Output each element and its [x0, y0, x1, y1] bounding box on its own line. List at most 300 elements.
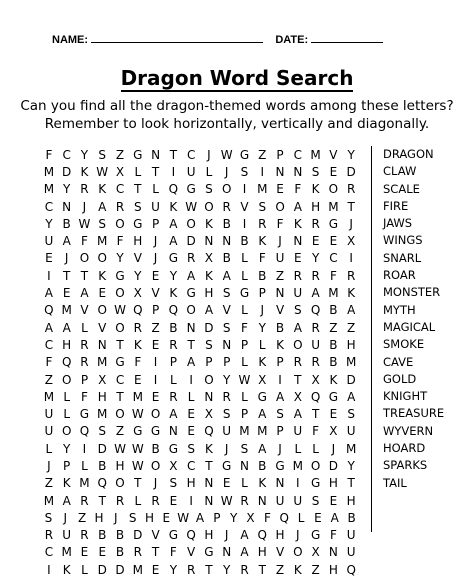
grid-letter[interactable]: Y	[223, 562, 231, 577]
grid-letter[interactable]: J	[64, 251, 69, 266]
grid-letter[interactable]: S	[240, 441, 249, 456]
grid-letter[interactable]: B	[169, 320, 178, 335]
grid-letter[interactable]: J	[82, 199, 87, 214]
grid-letter[interactable]: I	[189, 372, 193, 387]
grid-letter[interactable]: F	[276, 216, 284, 231]
grid-letter[interactable]: S	[169, 476, 178, 491]
grid-letter[interactable]: I	[349, 251, 353, 266]
grid-letter[interactable]: A	[258, 407, 267, 422]
grid-letter[interactable]: L	[258, 337, 266, 352]
grid-letter[interactable]: G	[133, 216, 143, 231]
grid-letter[interactable]: K	[347, 286, 356, 301]
grid-letter[interactable]: N	[204, 476, 214, 491]
grid-letter[interactable]: R	[151, 493, 160, 508]
grid-letter[interactable]: K	[133, 337, 142, 352]
grid-letter[interactable]: Q	[257, 528, 267, 543]
grid-letter[interactable]: E	[151, 389, 160, 404]
grid-letter[interactable]: E	[62, 286, 71, 301]
grid-letter[interactable]: H	[144, 510, 154, 525]
grid-letter[interactable]: T	[134, 476, 142, 491]
grid-letter[interactable]: R	[169, 337, 178, 352]
grid-letter[interactable]: B	[98, 528, 107, 543]
grid-letter[interactable]: I	[242, 216, 247, 231]
grid-letter[interactable]: C	[44, 545, 54, 560]
grid-letter[interactable]: N	[239, 458, 249, 473]
grid-letter[interactable]: M	[257, 424, 268, 439]
grid-letter[interactable]: N	[275, 476, 285, 491]
grid-letter[interactable]: Y	[116, 251, 124, 266]
grid-letter[interactable]: W	[220, 147, 233, 162]
grid-letter[interactable]: M	[61, 545, 72, 560]
grid-letter[interactable]: G	[222, 458, 232, 473]
grid-letter[interactable]: H	[204, 286, 214, 301]
grid-letter[interactable]: Z	[115, 424, 125, 439]
grid-letter[interactable]: O	[97, 303, 107, 318]
grid-letter[interactable]: S	[311, 164, 320, 179]
grid-letter[interactable]: A	[169, 234, 178, 249]
grid-letter[interactable]: G	[204, 545, 214, 560]
grid-letter[interactable]: N	[168, 424, 178, 439]
grid-letter[interactable]: U	[44, 424, 54, 439]
grid-letter[interactable]: I	[153, 355, 158, 370]
grid-letter[interactable]: H	[115, 458, 125, 473]
grid-letter[interactable]: N	[293, 164, 303, 179]
grid-letter[interactable]: Y	[63, 441, 71, 456]
grid-letter[interactable]: M	[345, 355, 357, 370]
grid-letter[interactable]: U	[275, 251, 285, 266]
grid-letter[interactable]: Q	[346, 562, 356, 577]
grid-letter[interactable]: E	[98, 286, 107, 301]
grid-letter[interactable]: D	[186, 234, 196, 249]
grid-letter[interactable]: K	[169, 199, 178, 214]
grid-letter[interactable]: D	[346, 372, 356, 387]
grid-letter[interactable]: U	[186, 164, 196, 179]
grid-letter[interactable]: A	[169, 407, 178, 422]
grid-letter[interactable]: R	[311, 268, 320, 283]
grid-letter[interactable]: U	[44, 407, 54, 422]
grid-letter[interactable]: A	[240, 528, 249, 543]
grid-letter[interactable]: S	[98, 147, 107, 162]
grid-letter[interactable]: V	[80, 303, 89, 318]
grid-letter[interactable]: F	[45, 147, 53, 162]
grid-letter[interactable]: G	[186, 286, 196, 301]
grid-letter[interactable]: L	[241, 476, 248, 491]
grid-letter[interactable]: O	[97, 251, 107, 266]
grid-letter[interactable]: B	[222, 251, 231, 266]
grid-letter[interactable]: G	[257, 389, 267, 404]
grid-letter[interactable]: E	[311, 234, 320, 249]
grid-letter[interactable]: H	[94, 510, 104, 525]
grid-letter[interactable]: A	[293, 199, 302, 214]
grid-letter[interactable]: A	[62, 320, 71, 335]
grid-letter[interactable]: E	[134, 372, 142, 387]
grid-letter[interactable]: R	[347, 182, 356, 197]
grid-letter[interactable]: E	[45, 251, 53, 266]
grid-letter[interactable]: E	[329, 234, 338, 249]
grid-letter[interactable]: U	[293, 286, 303, 301]
grid-letter[interactable]: F	[81, 234, 88, 249]
grid-letter[interactable]: A	[44, 320, 53, 335]
grid-letter[interactable]: T	[98, 493, 106, 508]
grid-letter[interactable]: Q	[61, 355, 72, 370]
grid-letter[interactable]: L	[45, 441, 53, 456]
grid-letter[interactable]: J	[349, 216, 353, 231]
grid-letter[interactable]: Q	[204, 424, 214, 439]
grid-letter[interactable]: T	[205, 458, 213, 473]
grid-letter[interactable]: J	[153, 251, 158, 266]
grid-letter[interactable]: W	[96, 164, 109, 179]
grid-letter[interactable]: H	[311, 199, 321, 214]
grid-letter[interactable]: K	[293, 562, 302, 577]
grid-letter[interactable]: E	[222, 476, 231, 491]
grid-letter[interactable]: Y	[258, 320, 266, 335]
grid-letter[interactable]: A	[311, 286, 320, 301]
grid-letter[interactable]: J	[278, 441, 282, 456]
grid-letter[interactable]: H	[97, 389, 107, 404]
grid-letter[interactable]: B	[329, 355, 338, 370]
grid-letter[interactable]: G	[168, 528, 179, 543]
grid-letter[interactable]: P	[151, 303, 160, 318]
grid-letter[interactable]: A	[204, 303, 214, 318]
grid-letter[interactable]: N	[151, 147, 161, 162]
grid-letter[interactable]: X	[293, 389, 302, 404]
grid-letter[interactable]: U	[293, 493, 303, 508]
grid-letter[interactable]: E	[151, 337, 160, 352]
grid-letter[interactable]: R	[222, 199, 231, 214]
grid-letter[interactable]: J	[331, 441, 336, 456]
grid-letter[interactable]: Q	[44, 303, 54, 318]
grid-letter[interactable]: W	[78, 216, 91, 231]
grid-letter[interactable]: R	[186, 251, 196, 266]
grid-letter[interactable]: K	[258, 476, 267, 491]
grid-letter[interactable]: R	[240, 493, 249, 508]
grid-letter[interactable]: V	[275, 545, 285, 560]
grid-letter[interactable]: A	[98, 199, 107, 214]
grid-letter[interactable]: P	[213, 510, 221, 525]
grid-letter[interactable]: X	[204, 251, 214, 266]
grid-letter[interactable]: R	[80, 355, 89, 370]
grid-letter[interactable]: E	[80, 545, 89, 560]
grid-letter[interactable]: K	[329, 372, 338, 387]
grid-letter[interactable]: L	[134, 493, 142, 508]
grid-letter[interactable]: S	[222, 286, 231, 301]
grid-letter[interactable]: E	[276, 182, 284, 197]
grid-letter[interactable]: L	[63, 389, 71, 404]
grid-letter[interactable]: E	[169, 493, 178, 508]
grid-letter[interactable]: P	[240, 337, 249, 352]
grid-letter[interactable]: D	[204, 320, 214, 335]
grid-letter[interactable]: D	[133, 528, 143, 543]
grid-letter[interactable]: U	[346, 528, 356, 543]
grid-letter[interactable]: Z	[311, 562, 320, 577]
grid-letter[interactable]: B	[347, 510, 356, 525]
grid-letter[interactable]: A	[222, 268, 231, 283]
grid-letter[interactable]: N	[186, 320, 196, 335]
grid-letter[interactable]: J	[278, 234, 282, 249]
grid-letter[interactable]: R	[80, 337, 89, 352]
grid-letter[interactable]: T	[347, 476, 355, 491]
grid-letter[interactable]: R	[44, 528, 54, 543]
grid-letter[interactable]: R	[311, 320, 320, 335]
grid-letter[interactable]: E	[151, 562, 160, 577]
grid-letter[interactable]: S	[276, 407, 284, 422]
grid-letter[interactable]: V	[275, 303, 285, 318]
grid-letter[interactable]: K	[204, 268, 213, 283]
grid-letter[interactable]: Z	[275, 268, 285, 283]
grid-letter[interactable]: L	[81, 320, 88, 335]
grid-letter[interactable]: S	[347, 407, 355, 422]
grid-letter[interactable]: O	[204, 372, 214, 387]
grid-letter[interactable]: I	[153, 372, 158, 387]
grid-letter[interactable]: R	[293, 355, 302, 370]
grid-letter[interactable]: R	[186, 562, 196, 577]
grid-letter[interactable]: I	[278, 372, 282, 387]
grid-letter[interactable]: I	[171, 164, 176, 179]
grid-letter[interactable]: V	[151, 528, 160, 543]
grid-letter[interactable]: J	[47, 458, 51, 473]
grid-letter[interactable]: Y	[169, 562, 178, 577]
grid-letter[interactable]: H	[204, 528, 214, 543]
grid-letter[interactable]: L	[63, 407, 71, 422]
grid-letter[interactable]: F	[81, 389, 88, 404]
grid-letter[interactable]: B	[151, 441, 160, 456]
grid-letter[interactable]: Y	[45, 216, 53, 231]
grid-letter[interactable]: R	[293, 268, 302, 283]
grid-letter[interactable]: F	[312, 424, 320, 439]
grid-letter[interactable]: T	[311, 407, 320, 422]
grid-letter[interactable]: E	[187, 407, 195, 422]
grid-letter[interactable]: Y	[223, 372, 231, 387]
grid-letter[interactable]: V	[240, 199, 249, 214]
grid-letter[interactable]: R	[311, 355, 320, 370]
grid-letter[interactable]: A	[347, 303, 356, 318]
grid-letter[interactable]: Y	[311, 251, 320, 266]
grid-letter[interactable]: L	[241, 355, 248, 370]
grid-letter[interactable]: D	[62, 164, 72, 179]
grid-letter[interactable]: Y	[80, 147, 89, 162]
grid-letter[interactable]: A	[187, 355, 196, 370]
grid-letter[interactable]: W	[131, 458, 144, 473]
grid-letter[interactable]: L	[170, 372, 177, 387]
grid-letter[interactable]: R	[115, 199, 125, 214]
grid-letter[interactable]: K	[98, 182, 107, 197]
grid-letter[interactable]: P	[205, 355, 213, 370]
grid-letter[interactable]: M	[292, 458, 303, 473]
grid-letter[interactable]: N	[222, 545, 232, 560]
grid-letter[interactable]: C	[186, 458, 196, 473]
grid-letter[interactable]: P	[258, 286, 266, 301]
date-blank[interactable]	[311, 32, 383, 43]
grid-letter[interactable]: M	[239, 424, 250, 439]
grid-letter[interactable]: G	[133, 424, 143, 439]
grid-letter[interactable]: S	[205, 337, 213, 352]
grid-letter[interactable]: W	[114, 441, 126, 456]
grid-letter[interactable]: T	[187, 337, 195, 352]
grid-letter[interactable]: U	[44, 234, 54, 249]
grid-letter[interactable]: Y	[134, 268, 142, 283]
grid-letter[interactable]: K	[169, 286, 178, 301]
grid-letter[interactable]: H	[133, 234, 143, 249]
grid-letter[interactable]: B	[98, 458, 107, 473]
grid-letter[interactable]: J	[114, 510, 118, 525]
grid-letter[interactable]: A	[62, 234, 71, 249]
grid-letter[interactable]: K	[311, 182, 320, 197]
grid-letter[interactable]: A	[240, 545, 249, 560]
grid-letter[interactable]: A	[293, 320, 302, 335]
grid-letter[interactable]: Y	[63, 182, 71, 197]
grid-letter[interactable]: P	[240, 407, 249, 422]
grid-letter[interactable]: I	[242, 182, 247, 197]
grid-letter[interactable]: W	[177, 510, 190, 525]
grid-letter[interactable]: U	[346, 424, 356, 439]
grid-letter[interactable]: H	[328, 562, 338, 577]
grid-letter[interactable]: G	[239, 286, 250, 301]
grid-letter[interactable]: Q	[186, 528, 196, 543]
grid-letter[interactable]: K	[204, 441, 213, 456]
grid-letter[interactable]: O	[115, 216, 125, 231]
grid-letter[interactable]: Z	[77, 510, 87, 525]
grid-letter[interactable]: L	[81, 458, 88, 473]
grid-letter[interactable]: J	[153, 234, 158, 249]
grid-letter[interactable]: M	[79, 476, 90, 491]
grid-letter[interactable]: M	[328, 286, 339, 301]
grid-letter[interactable]: C	[186, 147, 196, 162]
grid-letter[interactable]: C	[115, 372, 125, 387]
grid-letter[interactable]: A	[293, 407, 302, 422]
grid-letter[interactable]: N	[275, 286, 285, 301]
grid-letter[interactable]: L	[241, 303, 248, 318]
grid-letter[interactable]: G	[186, 182, 196, 197]
grid-letter[interactable]: V	[187, 545, 196, 560]
grid-letter[interactable]: K	[276, 337, 284, 352]
grid-letter[interactable]: B	[258, 458, 267, 473]
grid-letter[interactable]: A	[275, 389, 285, 404]
grid-letter[interactable]: N	[257, 493, 267, 508]
grid-letter[interactable]: K	[258, 355, 267, 370]
grid-letter[interactable]: B	[329, 337, 338, 352]
grid-letter[interactable]: A	[330, 510, 339, 525]
grid-letter[interactable]: K	[258, 234, 267, 249]
grid-letter[interactable]: O	[186, 216, 196, 231]
grid-letter[interactable]: F	[258, 251, 266, 266]
grid-letter[interactable]: T	[258, 562, 266, 577]
grid-letter[interactable]: G	[239, 147, 250, 162]
grid-letter[interactable]: P	[223, 355, 231, 370]
grid-letter[interactable]: T	[151, 164, 160, 179]
grid-letter[interactable]: V	[222, 303, 231, 318]
grid-letter[interactable]: U	[62, 528, 72, 543]
grid-letter[interactable]: O	[79, 251, 90, 266]
grid-letter[interactable]: R	[80, 182, 89, 197]
grid-letter[interactable]: S	[98, 424, 107, 439]
grid-letter[interactable]: Q	[168, 182, 179, 197]
grid-letter[interactable]: I	[189, 493, 193, 508]
grid-letter[interactable]: M	[132, 389, 143, 404]
grid-letter[interactable]: M	[97, 355, 108, 370]
grid-letter[interactable]: S	[128, 510, 137, 525]
grid-letter[interactable]: O	[310, 458, 321, 473]
grid-letter[interactable]: G	[310, 476, 321, 491]
grid-letter[interactable]: O	[150, 407, 161, 422]
grid-letter[interactable]: S	[222, 320, 231, 335]
grid-letter[interactable]: T	[134, 182, 142, 197]
grid-letter[interactable]: G	[168, 251, 179, 266]
grid-letter[interactable]: O	[293, 337, 303, 352]
grid-letter[interactable]: U	[311, 337, 320, 352]
grid-letter[interactable]: W	[131, 407, 144, 422]
grid-letter[interactable]: W	[131, 441, 144, 456]
grid-letter[interactable]: U	[346, 545, 356, 560]
grid-letter[interactable]: M	[310, 147, 321, 162]
grid-letter[interactable]: T	[347, 199, 355, 214]
grid-letter[interactable]: L	[134, 164, 142, 179]
grid-letter[interactable]: X	[133, 286, 142, 301]
grid-letter[interactable]: T	[63, 268, 71, 283]
grid-letter[interactable]: H	[62, 337, 72, 352]
grid-letter[interactable]: N	[275, 164, 285, 179]
grid-letter[interactable]: G	[115, 268, 125, 283]
grid-letter[interactable]: K	[204, 216, 213, 231]
grid-letter[interactable]: H	[346, 337, 356, 352]
grid-letter[interactable]: M	[345, 441, 357, 456]
grid-letter[interactable]: K	[98, 268, 107, 283]
grid-letter[interactable]: T	[205, 562, 213, 577]
grid-letter[interactable]: H	[275, 528, 285, 543]
grid-letter[interactable]: R	[240, 562, 249, 577]
grid-letter[interactable]: V	[133, 251, 142, 266]
grid-letter[interactable]: E	[329, 493, 338, 508]
grid-letter[interactable]: E	[314, 510, 322, 525]
grid-letter[interactable]: O	[186, 303, 196, 318]
grid-letter[interactable]: J	[260, 303, 265, 318]
grid-letter[interactable]: Q	[79, 424, 90, 439]
grid-letter[interactable]: O	[115, 407, 125, 422]
grid-letter[interactable]: X	[115, 164, 125, 179]
grid-letter[interactable]: Z	[44, 372, 53, 387]
grid-letter[interactable]: S	[311, 493, 320, 508]
grid-letter[interactable]: E	[187, 424, 195, 439]
grid-letter[interactable]: C	[293, 147, 303, 162]
grid-letter[interactable]: E	[162, 510, 171, 525]
grid-letter[interactable]: J	[63, 510, 68, 525]
grid-letter[interactable]: X	[169, 458, 178, 473]
grid-letter[interactable]: N	[222, 337, 232, 352]
grid-letter[interactable]: Q	[133, 303, 143, 318]
grid-letter[interactable]: J	[296, 528, 300, 543]
grid-letter[interactable]: L	[294, 441, 302, 456]
grid-letter[interactable]: L	[241, 251, 248, 266]
grid-letter[interactable]: O	[61, 424, 72, 439]
grid-letter[interactable]: S	[222, 407, 231, 422]
grid-letter[interactable]: W	[238, 372, 251, 387]
grid-letter[interactable]: P	[276, 424, 284, 439]
grid-letter[interactable]: F	[329, 528, 337, 543]
grid-letter[interactable]: V	[98, 320, 107, 335]
grid-letter[interactable]: Z	[44, 476, 53, 491]
grid-letter[interactable]: T	[116, 389, 124, 404]
grid-letter[interactable]: M	[328, 199, 339, 214]
grid-letter[interactable]: H	[186, 476, 196, 491]
grid-letter[interactable]: T	[294, 372, 302, 387]
grid-letter[interactable]: X	[258, 372, 267, 387]
grid-letter[interactable]: J	[153, 476, 158, 491]
grid-letter[interactable]: S	[294, 303, 302, 318]
grid-letter[interactable]: P	[169, 355, 177, 370]
grid-letter[interactable]: O	[221, 182, 232, 197]
grid-letter[interactable]: P	[276, 355, 284, 370]
grid-letter[interactable]: O	[115, 286, 125, 301]
grid-letter[interactable]: P	[63, 458, 71, 473]
